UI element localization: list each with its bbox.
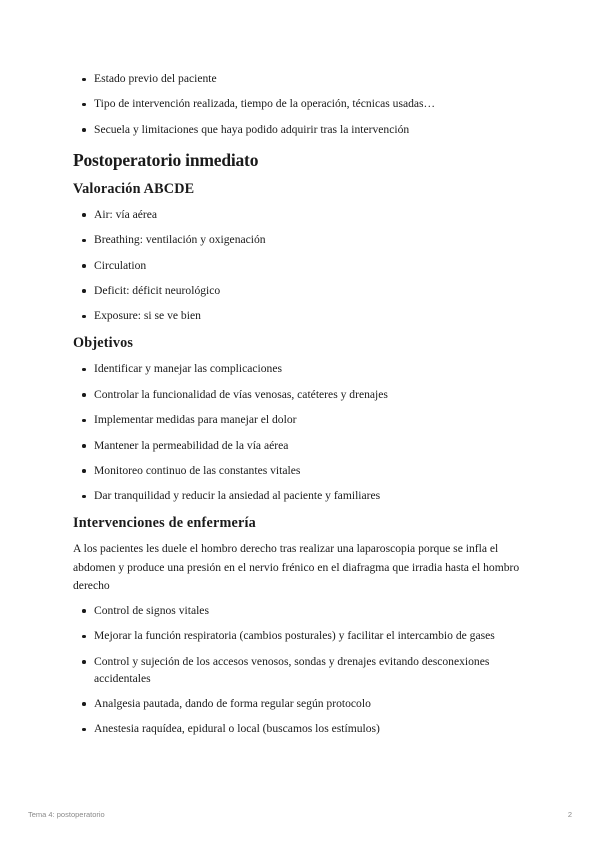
subsection-title-abcde: Valoración ABCDE bbox=[73, 180, 195, 197]
list-item: Exposure: si se ve bien bbox=[73, 307, 533, 324]
list-item: Estado previo del paciente bbox=[73, 70, 533, 87]
objetivos-list bbox=[73, 360, 533, 504]
intervenciones-paragraph: A los pacientes les duele el hombro derecho tras realizar una laparoscopia porque se infla el abdomen y produce una presión en el nervio frénico en el diafragma que irradia hasta el hombro derecho bbox=[73, 542, 520, 593]
list-item: Control de signos vitales bbox=[73, 602, 533, 619]
footer-page-number: 2 bbox=[567, 810, 572, 819]
list-item: Implementar medidas para manejar el dolor bbox=[73, 411, 533, 428]
subsection-title-intervenciones: Intervenciones de enfermería bbox=[73, 515, 256, 532]
list-item: Secuela y limitaciones que haya podido adquirir tras la intervención bbox=[73, 121, 533, 138]
list-item: Dar tranquilidad y reducir la ansiedad al paciente y familiares bbox=[73, 487, 533, 504]
list-item: Breathing: ventilación y oxigenación bbox=[73, 231, 533, 248]
list-item: Deficit: déficit neurológico bbox=[73, 282, 533, 299]
list-item: Analgesia pautada, dando de forma regular según protocolo bbox=[73, 695, 533, 712]
list-item: Identificar y manejar las complicaciones bbox=[73, 360, 533, 377]
list-item: Controlar la funcionalidad de vías venosas, catéteres y drenajes bbox=[73, 386, 533, 403]
list-item: Air: vía aérea bbox=[73, 206, 533, 223]
list-item: Control y sujeción de los accesos venosos, sondas y drenajes evitando desconexiones accidentales bbox=[73, 653, 533, 687]
list-item: Tipo de intervención realizada, tiempo de la operación, técnicas usadas… bbox=[73, 95, 533, 112]
list-item: Circulation bbox=[73, 257, 533, 274]
list-item: Monitoreo continuo de las constantes vitales bbox=[73, 462, 533, 479]
document-body bbox=[73, 70, 533, 746]
section-title-postoperatorio: Postoperatorio inmediato bbox=[73, 149, 259, 170]
list-item: Mantener la permeabilidad de la vía aérea bbox=[73, 437, 533, 454]
list-item: Anestesia raquídea, epidural o local (buscamos los estímulos) bbox=[73, 720, 533, 737]
intervenciones-list bbox=[73, 602, 533, 738]
footer-document-title: Tema 4: postoperatorio bbox=[28, 810, 105, 819]
top-bullet-list bbox=[73, 70, 533, 138]
subsection-title-objetivos: Objetivos bbox=[73, 335, 134, 352]
list-item: Mejorar la función respiratoria (cambios posturales) y facilitar el intercambio de gases bbox=[73, 627, 533, 644]
abcde-list bbox=[73, 206, 533, 325]
